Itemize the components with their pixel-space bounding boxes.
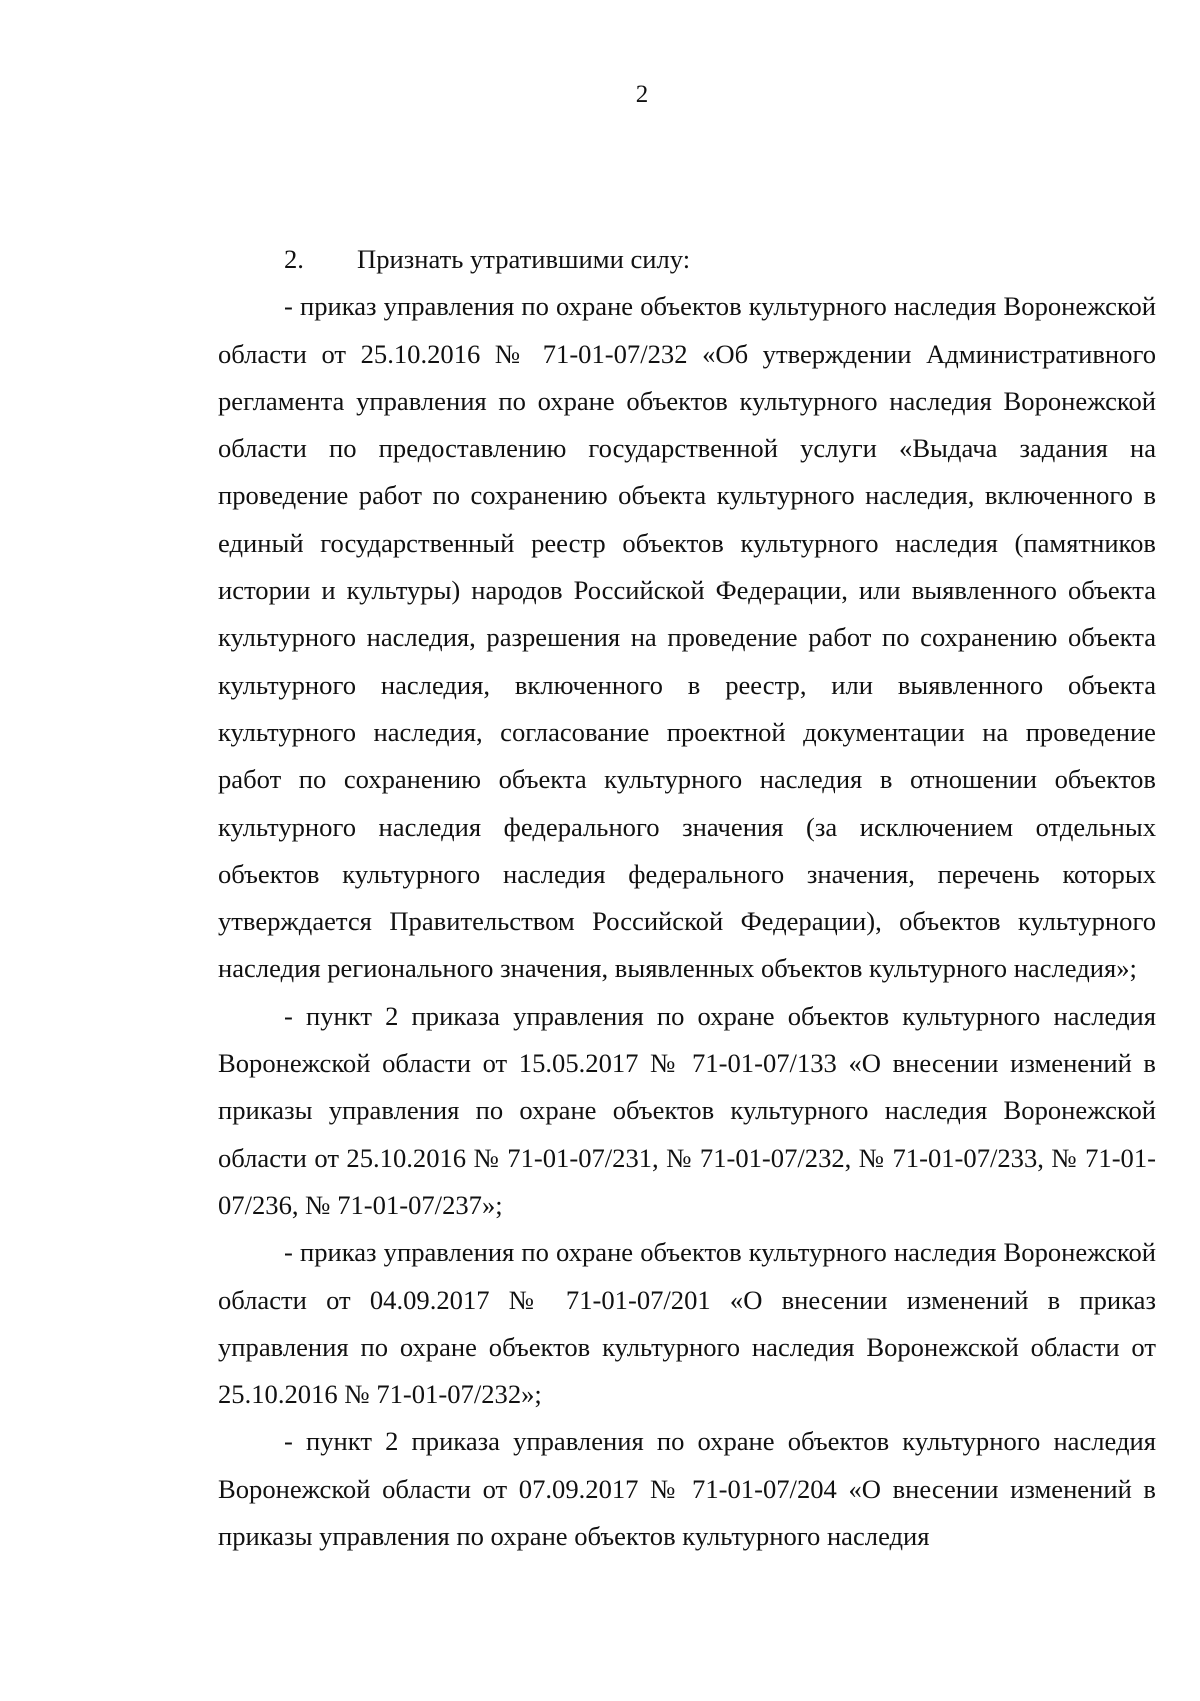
- paragraph-repeal-item-2-order-133: - пункт 2 приказа управления по охране объектов культурного наследия Воронежской области от 15.05.2017 № 71-01-07/133 «О внесении изменений в приказы управления по охране объектов культурного наследия Воронежской области от 25.10.2016 № 71-01-07/231, № 71-01-07/232, № 71-01-07/233, № 71-01-07/236, № 71-01-07/237»;: [218, 1000, 1156, 1220]
- section-heading: [218, 236, 1156, 283]
- paragraph-repeal-item-2-order-204: - пункт 2 приказа управления по охране объектов культурного наследия Воронежской области от 07.09.2017 № 71-01-07/204 «О внесении изменений в приказы управления по охране объектов культурного наследия: [218, 1426, 1156, 1552]
- document-body: [218, 236, 1156, 1560]
- paragraph-repeal-order-232: - приказ управления по охране объектов культурного наследия Воронежской области от 25.10.2016 № 71-01-07/232 «Об утверждении Административного регламента управления по охране объектов культурного наследия Воронежской области по предоставлению государственной услуги «Выдача задания на проведение работ по сохранению объекта культурного наследия, включенного в единый государственный реестр объектов культурного наследия (памятников истории и культуры) народов Российской Федерации, или выявленного объекта культурного наследия, разрешения на проведение работ по сохранению объекта культурного наследия, включенного в реестр, или выявленного объекта культурного наследия, согласование проектной документации на проведение работ по сохранению объекта культурного наследия в отношении объектов культурного наследия федерального значения (за исключением отдельных объектов культурного наследия федерального значения, перечень которых утверждается Правительством Российской Федерации), объектов культурного наследия регионального значения, выявленных объектов культурного наследия»;: [218, 291, 1156, 984]
- paragraph-repeal-order-201: - приказ управления по охране объектов культурного наследия Воронежской области от 04.09.2017 № 71-01-07/201 «О внесении изменений в приказ управления по охране объектов культурного наследия Воронежской области от 25.10.2016 № 71-01-07/232»;: [218, 1237, 1156, 1410]
- page-number: 2: [635, 81, 649, 108]
- section-heading-text: Признать утратившими силу:: [357, 244, 691, 274]
- section-number: 2.: [284, 244, 304, 274]
